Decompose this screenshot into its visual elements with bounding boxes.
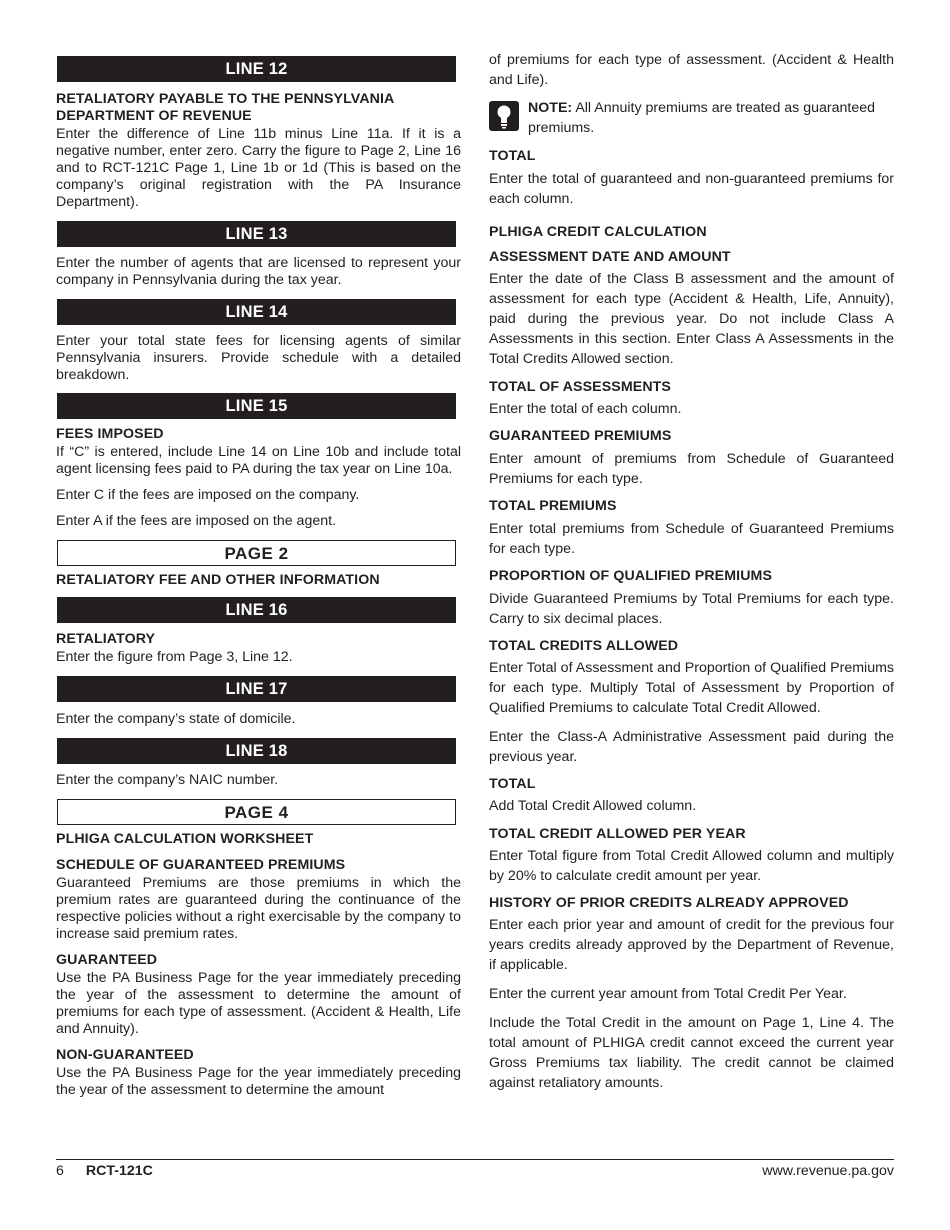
- footer-website[interactable]: www.revenue.pa.gov: [762, 1163, 894, 1179]
- guaranteed-heading: GUARANTEED: [56, 952, 158, 968]
- page-4-heading: PLHIGA CALCULATION WORKSHEET: [56, 831, 314, 847]
- footer-left: [56, 1162, 153, 1180]
- total-text: Enter the total of guaranteed and non-guaranteed premiums for each column.: [489, 171, 894, 207]
- page-2-header: PAGE 2: [57, 540, 456, 566]
- footer-divider: [56, 1159, 894, 1160]
- page-2-heading: RETALIATORY FEE AND OTHER INFORMATION: [56, 572, 380, 588]
- continued-text: of premiums for each type of assessment. (Accident & Health and Life).: [489, 52, 894, 88]
- note-block: [489, 98, 894, 138]
- line-18-text: Enter the company’s NAIC number.: [56, 772, 279, 788]
- line-15-text-1: If “C” is entered, include Line 14 on Line 10b and include total agent licensing fees paid to PA during the tax year on Line 10a.: [56, 444, 461, 477]
- line-12-header: LINE 12: [57, 56, 456, 82]
- line-14-header: LINE 14: [57, 299, 456, 325]
- line-15-text-2: Enter C if the fees are imposed on the company.: [56, 487, 360, 503]
- line-15-heading: FEES IMPOSED: [56, 426, 164, 442]
- plhiga-credit-heading: PLHIGA CREDIT CALCULATION: [489, 224, 707, 240]
- history-heading: HISTORY OF PRIOR CREDITS ALREADY APPROVED: [489, 895, 849, 911]
- credit-per-year-text: Enter Total figure from Total Credit Allowed column and multiply by 20% to calculate credit amount per year.: [489, 848, 894, 884]
- assessment-text: Enter the date of the Class B assessment and the amount of assessment for each type (Accident & Health, Life, Annuity), paid during the previous year. Do not include Class A Assessments in this section. Enter Class A Assessments in the Total Credits Allowed section.: [489, 271, 894, 367]
- note-text: All Annuity premiums are treated as guaranteed premiums.: [528, 100, 875, 136]
- schedule-heading: SCHEDULE OF GUARANTEED PREMIUMS: [56, 857, 346, 873]
- total-credits-text-1: Enter Total of Assessment and Proportion of Qualified Premiums for each type. Multiply Total of Assessment by Proportion of Qualified Premiums to calculate Total Credit Allowed.: [489, 660, 894, 716]
- total-premiums-text: Enter total premiums from Schedule of Guaranteed Premiums for each type.: [489, 521, 894, 557]
- guaranteed-premiums-text: Enter amount of premiums from Schedule of Guaranteed Premiums for each type.: [489, 451, 894, 487]
- proportion-text: Divide Guaranteed Premiums by Total Premiums for each type. Carry to six decimal places.: [489, 591, 894, 627]
- total-credits-heading: TOTAL CREDITS ALLOWED: [489, 638, 679, 654]
- total-assessments-text: Enter the total of each column.: [489, 401, 682, 417]
- nonguaranteed-heading: NON-GUARANTEED: [56, 1047, 194, 1063]
- nonguaranteed-text: Use the PA Business Page for the year immediately preceding the year of the assessment to determine the amount: [56, 1065, 461, 1098]
- line-13-header: LINE 13: [57, 221, 456, 247]
- page-number: 6: [56, 1163, 64, 1179]
- history-text-1: Enter each prior year and amount of credit for the previous four years credits already approved by the Department of Revenue, if applicable.: [489, 917, 894, 973]
- total-credits-text-2: Enter the Class-A Administrative Assessment paid during the previous year.: [489, 729, 894, 765]
- note-label: NOTE:: [528, 100, 573, 116]
- total-2-heading: TOTAL: [489, 776, 536, 792]
- total-premiums-heading: TOTAL PREMIUMS: [489, 498, 617, 514]
- left-column: [56, 50, 461, 1099]
- line-17-header: LINE 17: [57, 676, 456, 702]
- history-text-2: Enter the current year amount from Total Credit Per Year.: [489, 986, 847, 1002]
- lightbulb-icon: [489, 101, 519, 131]
- assessment-heading: ASSESSMENT DATE AND AMOUNT: [489, 249, 731, 265]
- guaranteed-text: Use the PA Business Page for the year immediately preceding the year of the assessment to determine the amount of premiums for each type of assessment. (Accident & Health, Life and Annuity).: [56, 970, 461, 1037]
- right-column: [489, 50, 894, 1093]
- line-13-text: Enter the number of agents that are licensed to represent your company in Pennsylvania during the tax year.: [56, 255, 461, 288]
- total-heading: TOTAL: [489, 148, 536, 164]
- line-17-text: Enter the company’s state of domicile.: [56, 711, 296, 727]
- line-16-text: Enter the figure from Page 3, Line 12.: [56, 649, 293, 665]
- credit-per-year-heading: TOTAL CREDIT ALLOWED PER YEAR: [489, 826, 746, 842]
- line-12-text: Enter the difference of Line 11b minus Line 11a. If it is a negative number, enter zero. Carry the figure to Page 2, Line 16 and to RCT-121C Page 1, Line 1b or 1d (This is based on the company’s original registration with the PA Insurance Department).: [56, 126, 461, 210]
- total-2-text: Add Total Credit Allowed column.: [489, 798, 697, 814]
- page-4-header: PAGE 4: [57, 799, 456, 825]
- form-name: RCT-121C: [85, 1163, 153, 1179]
- guaranteed-premiums-heading: GUARANTEED PREMIUMS: [489, 428, 672, 444]
- line-12-heading: RETALIATORY PAYABLE TO THE PENNSYLVANIA DEPARTMENT OF REVENUE: [56, 91, 394, 124]
- line-14-text: Enter your total state fees for licensing agents of similar Pennsylvania insurers. Provide schedule with a detailed breakdown.: [56, 333, 461, 383]
- line-16-heading: RETALIATORY: [56, 631, 156, 647]
- schedule-text: Guaranteed Premiums are those premiums in which the premium rates are guaranteed during the continuance of the respective policies without a right exercisable by the company to increase said premium rates.: [56, 875, 461, 942]
- line-16-header: LINE 16: [57, 597, 456, 623]
- history-text-3: Include the Total Credit in the amount on Page 1, Line 4. The total amount of PLHIGA credit cannot exceed the current year Gross Premiums tax liability. The credit cannot be claimed against retaliatory amounts.: [489, 1015, 894, 1091]
- line-15-text-3: Enter A if the fees are imposed on the agent.: [56, 513, 336, 529]
- line-15-header: LINE 15: [57, 393, 456, 419]
- line-18-header: LINE 18: [57, 738, 456, 764]
- proportion-heading: PROPORTION OF QUALIFIED PREMIUMS: [489, 568, 773, 584]
- total-assessments-heading: TOTAL OF ASSESSMENTS: [489, 379, 671, 395]
